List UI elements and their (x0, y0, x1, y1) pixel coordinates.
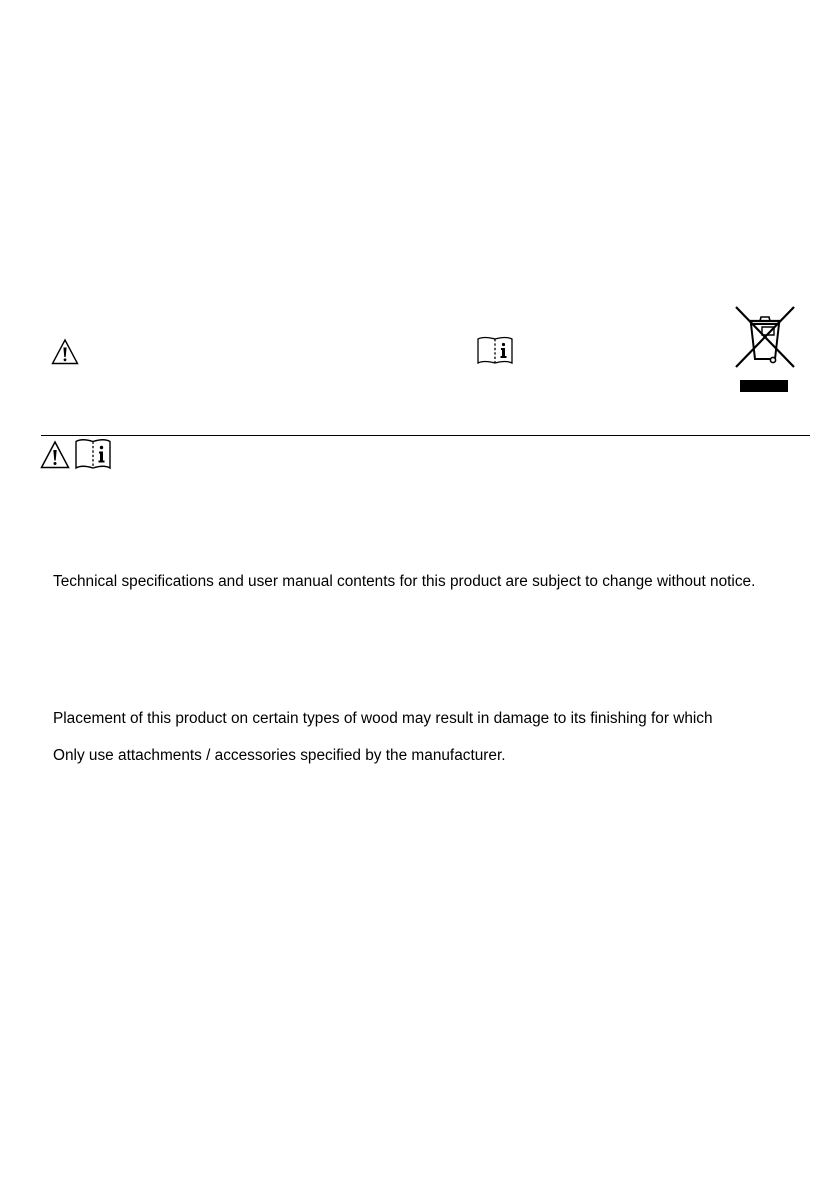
warning-triangle-icon (51, 338, 79, 366)
attachments-notice: Only use attachments / accessories specified by the manufacturer. (53, 747, 506, 764)
spec-change-notice: Technical specifications and user manual contents for this product are subject to change without notice. (53, 573, 756, 590)
warning-triangle-icon (40, 440, 70, 470)
wood-placement-notice: Placement of this product on certain types of wood may result in damage to its finishing for which (53, 710, 713, 727)
section-divider (41, 435, 810, 436)
read-manual-icon (476, 335, 514, 365)
weee-crossed-bin-icon (733, 305, 797, 395)
read-manual-icon (74, 437, 112, 470)
